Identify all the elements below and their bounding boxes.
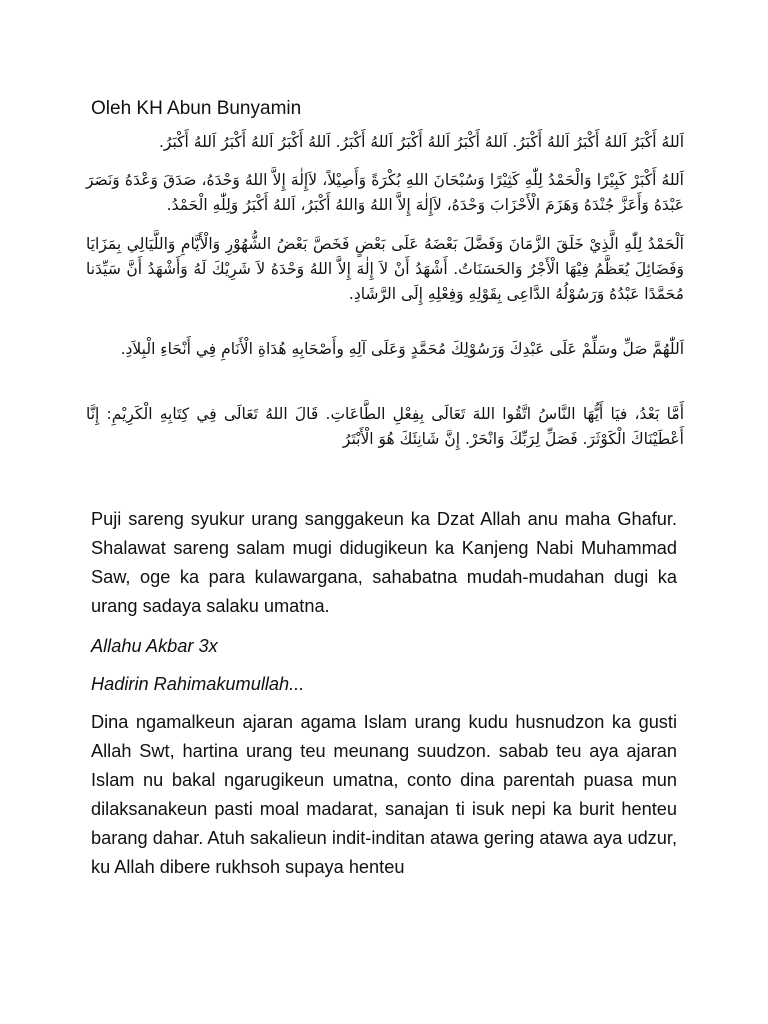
arabic-shalawat: اَللّٰهُمَّ صَلِّ وسَلِّمْ عَلَى عَبْدِكَ وَرَسُوْلِكَ مُحَمَّدٍ وَعَلَى آلِهِ وأَصْحَابِهِ هُدَاةِ الْأَنَامِ فِي أَنْحَاءِ الْبِلاَدِ.	[120, 340, 684, 358]
arabic-amma-badu: أَمَّا بَعْدُ، فيَا أَيُّهَا النَّاسُ اتَّقُوا اللهَ تَعَالَى بِفِعْلِ الطَّاعَاتِ. قَالَ اللهُ تَعَالَى فِي كِتَابِهِ الْكَرِيْمِ: إِنَّا أَعْطَيْنَاكَ الْكَوْثَرَ. فَصَلِّ لِرَبِّكَ وَانْحَرْ. إِنَّ شَانِئَكَ هُوَ الْأَبْتَرُ	[86, 405, 684, 448]
arabic-takbir: اَللهُ أَكْبَرُ اَللهُ أَكْبَرُ اَللهُ أَكْبَرُ. اَللهُ أَكْبَرُ اَللهُ أَكْبَرُ اَللهُ أَكْبَرُ. اَللهُ أَكْبَرُ اَللهُ أَكْبَرُ اَللهُ أَكْبَرُ.	[158, 133, 684, 151]
arabic-hamdalah: اَلْحَمْدُ لِلّٰهِ الَّذِيْ خَلَقَ الزَّمَانَ وَفَضَّلَ بَعْضَهُ عَلَى بَعْضٍ فَخَصَّ بَعْضُ الشُّهُوْرِ وَالْأَيَّامِ وَاللَّيَالِي بِمَزَايَا وَفَضَائِلَ يُعَظَّمُ فِيْهَا الْأَجْرُ وَالحَسَنَاتُ. أَشْهَدُ أَنْ لاَ إِلٰهَ إِلاَّ اللهُ وَحْدَهُ لاَ شَرِيْكَ لَهُ وَأَشْهَدُ أَنَّ سَيِّدَنا مُحَمَّدًا عَبْدُهُ وَرَسُوْلُهُ الدَّاعِى بِقَوْلِهِ وَفِعْلِهِ إِلَى الرَّشَادِ.	[86, 235, 684, 303]
arabic-takbir-long: اَللهُ أَكْبَرْ كَبِيْرًا وَالْحَمْدُ لِلّٰهِ كَثِيْرًا وَسُبْحَانَ اللهِ بُكْرَةً وَأَصِيْلاً، لاَإِلٰهَ إِلاَّ اللهُ وَحْدَهُ، صَدَقَ وَعْدَهُ وَنَصَرَ عَبْدَهُ وَأَعَزَّ جُنْدَهُ وَهَزَمَ الْأَحْزَابَ وَحْدَهُ، لاَإِلٰهَ إِلاَّ اللهُ وَاللهُ أَكْبَرُ، اَللهُ أَكْبَرُ وَلِلّٰهِ الْحَمْدُ.	[86, 171, 684, 214]
paragraph-dina-ngamalkeun: Dina ngamalkeun ajaran agama Islam urang kudu husnudzon ka gusti Allah Swt, hartina urang teu meunang suudzon. sabab teu aya ajaran Islam nu bakal ngarugikeun umatna, conto dina parentah puasa mun dilaksanakeun pasti moal madarat, sanajan ti isuk nepi ka burit henteu barang dahar. Atuh sakalieun indit-inditan atawa gering atawa aya udzur, ku Allah dibere rukhsoh supaya henteu	[91, 712, 677, 877]
paragraph-allahu-akbar: Allahu Akbar 3x	[91, 636, 218, 656]
paragraph-puji: Puji sareng syukur urang sanggakeun ka Dzat Allah anu maha Ghafur. Shalawat sareng salam mugi didugikeun ka Kanjeng Nabi Muhammad Saw, oge ka para kulawargana, sahabatna mudah-mudahan dugi ka urang sadaya salaku umatna.	[91, 509, 677, 616]
paragraph-hadirin: Hadirin Rahimakumullah...	[91, 674, 305, 694]
author-line: Oleh KH Abun Bunyamin	[91, 98, 302, 119]
